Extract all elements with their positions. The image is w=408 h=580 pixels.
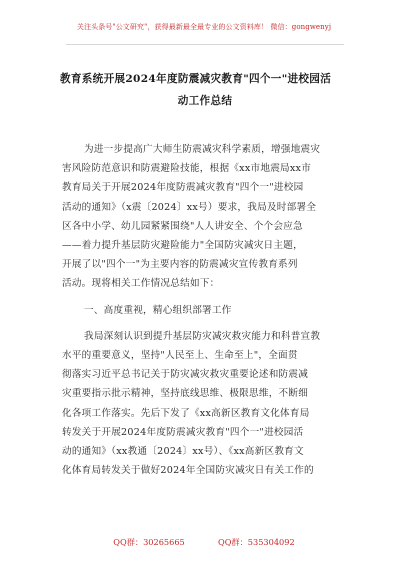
footer-qq-group-1: QQ群：30265665 <box>113 537 185 547</box>
paragraph-gap <box>62 320 348 327</box>
body-line: 化各项工作落实。先后下发了《xx高新区教育文化体育局 <box>62 407 310 419</box>
body-line: 动的通知》（xx教通〔2024〕xx号）、《xx高新区教育文 <box>62 446 304 458</box>
body-line: 彻落实习近平总书记关于防灾减灾救灾重要论述和防震减 <box>62 369 309 381</box>
body-line: ——着力提升基层防灾避险能力"全国防灾减灾日主题， <box>62 240 303 252</box>
body-line: 灾重要指示批示精神，坚持底线思维、极限思维，不断细 <box>62 388 309 400</box>
body-line: 活动的通知》（x震〔2024〕xx号）要求，我局及时部署全 <box>62 201 317 213</box>
body-line: 害风险防范意识和防震避险技能，根据《xx市地震局xx市 <box>62 163 312 175</box>
body-line: 区各中小学、幼儿园紧紧围绕"人人讲安全、个个会应急 <box>62 220 303 232</box>
body-line: 教育局关于开展2024年度防震减灾教育"四个一"进校园 <box>62 182 304 194</box>
document-body <box>62 140 348 480</box>
document-title <box>60 68 350 112</box>
section-heading: 一、高度重视，精心组织部署工作 <box>84 304 232 316</box>
body-line: 活动。现将相关工作情况总结如下： <box>62 278 220 290</box>
footer-qq-group-2: QQ群：535304092 <box>218 537 295 547</box>
body-line: 我局深刻认识到提升基层防灾减灾救灾能力和科普宣教 <box>84 330 321 342</box>
footer-contacts <box>0 537 408 548</box>
paragraph-gap <box>62 294 348 301</box>
body-line: 转发关于开展2024年度防震减灾教育"四个一"进校园活 <box>62 426 304 438</box>
header-divider <box>66 44 344 45</box>
body-line: 开展了以"四个一"为主要内容的防震减灾宣传教育系列 <box>62 259 298 271</box>
body-line: 为进一步提高广大师生防震减灾科学素质，增强地震灾 <box>84 144 321 155</box>
body-line: 水平的重要意义，坚持"人民至上、生命至上"，全面贯 <box>62 350 298 362</box>
title-line-2: 动工作总结 <box>177 95 233 107</box>
header-banner: 关注头条号"公文研究"，获得最新最全最专业的公文资料库！ 微信：gongwenyj <box>76 23 332 31</box>
title-line-1: 教育系统开展2024年度防震减灾教育"四个一"进校园活 <box>60 73 332 85</box>
body-line: 化体育局转发关于做好2024年全国防灾减灾日有关工作的 <box>62 465 314 477</box>
